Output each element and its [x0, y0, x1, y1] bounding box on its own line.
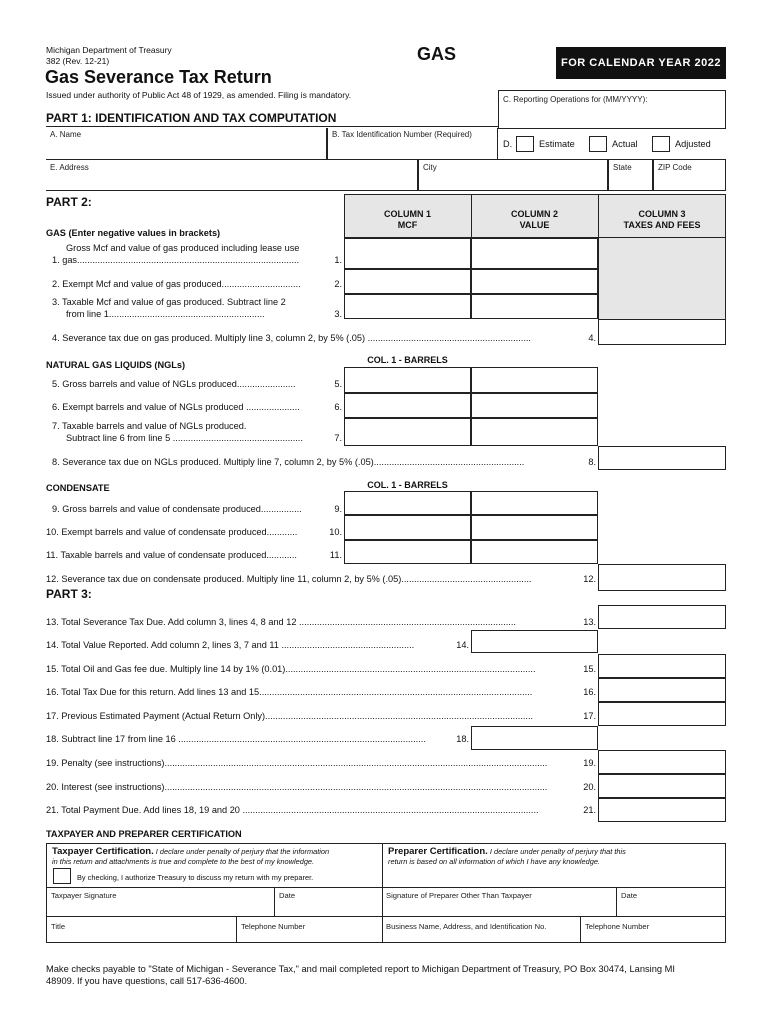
estimate-checkbox[interactable] [516, 136, 534, 152]
line12-text: 12. Severance tax due on condensate produced. Multiply line 11, column 2, by 5% (.05)................................................... [46, 574, 532, 584]
line11-number: 11. [329, 550, 342, 560]
adjusted-checkbox[interactable] [652, 136, 670, 152]
line1-number: 1. [334, 255, 342, 265]
line15-number: 15. [583, 664, 596, 674]
line1-value-input[interactable] [471, 238, 598, 269]
line13-number: 13. [583, 617, 596, 627]
part2-title: PART 2: [46, 195, 92, 209]
preparer-phone-field[interactable] [580, 916, 726, 943]
line7-barrels-input[interactable] [344, 418, 471, 446]
preparer-date-label: Date [621, 891, 638, 900]
taxpayer-phone-field[interactable] [236, 916, 382, 943]
line17-text: 17. Previous Estimated Payment (Actual Return Only)......................................................................................................... [46, 711, 534, 721]
line20-number: 20. [583, 782, 596, 792]
reporting-operations-field[interactable] [498, 90, 726, 129]
estimate-label: Estimate [539, 139, 575, 149]
line20-input[interactable] [598, 774, 726, 798]
state-field[interactable] [608, 159, 653, 191]
line8-number: 8. [588, 457, 596, 467]
name-field[interactable] [46, 128, 327, 160]
actual-label: Actual [612, 139, 638, 149]
certification-heading: TAXPAYER AND PREPARER CERTIFICATION [46, 829, 242, 839]
line20-text: 20. Interest (see instructions)...................................................................................................................................................... [46, 782, 548, 792]
preparer-certification: Preparer Certification. I declare under penalty of perjury that this return is based on all information of which I have any knowledge. [388, 846, 626, 866]
zip-label: ZIP Code [658, 163, 692, 172]
taxpayer-date-field[interactable] [274, 887, 382, 916]
authorize-text: By checking, I authorize Treasury to discuss my return with my preparer. [77, 873, 314, 882]
line10-barrels-input[interactable] [344, 515, 471, 540]
form-type-label: GAS [417, 44, 457, 64]
line3-value-input[interactable] [471, 294, 598, 319]
line19-input[interactable] [598, 750, 726, 774]
line6-value-input[interactable] [471, 393, 598, 418]
business-info-field[interactable] [382, 916, 580, 943]
title-field[interactable] [46, 916, 236, 943]
line1-mcf-input[interactable] [344, 238, 471, 269]
business-info-label: Business Name, Address, and Identification No. [386, 922, 547, 931]
authority-text: Issued under authority of Public Act 48 of 1929, as amended. Filing is mandatory. [46, 90, 352, 100]
zip-field[interactable] [653, 159, 726, 191]
line7-text-a: 7. Taxable barrels and value of NGLs produced. [52, 421, 247, 431]
name-label: A. Name [50, 130, 82, 139]
line5-value-input[interactable] [471, 367, 598, 393]
line2-number: 2. [334, 279, 342, 289]
line15-input[interactable] [598, 654, 726, 678]
preparer-phone-label: Telephone Number [585, 922, 650, 931]
col2-heading: COLUMN 2 VALUE [511, 209, 558, 230]
line21-text: 21. Total Payment Due. Add lines 18, 19 and 20 .................................................................................................................... [46, 805, 539, 815]
line13-text: 13. Total Severance Tax Due. Add column 3, lines 4, 8 and 12 ..................................................................................... [46, 617, 516, 627]
line10-text: 10. Exempt barrels and value of condensate produced............ [46, 527, 298, 537]
line15-text: 15. Total Oil and Gas fee due. Multiply line 14 by 1% (0.01).................................................................................................. [46, 664, 536, 674]
line9-value-input[interactable] [471, 491, 598, 515]
address-label: E. Address [50, 163, 89, 172]
line18-number: 18. [456, 734, 469, 744]
return-type-label: D. [503, 139, 513, 149]
line13-input[interactable] [598, 605, 726, 629]
line19-number: 19. [583, 758, 596, 768]
line8-tax-input[interactable] [598, 446, 726, 470]
line4-text: 4. Severance tax due on gas produced. Multiply line 3, column 2, by 5% (.05) ................................................................ [52, 333, 531, 343]
tin-field[interactable] [327, 128, 498, 160]
calendar-year-banner: FOR CALENDAR YEAR 2022 [556, 47, 726, 79]
line2-mcf-input[interactable] [344, 269, 471, 294]
line17-number: 17. [583, 711, 596, 721]
line11-text: 11. Taxable barrels and value of condensate produced............ [46, 550, 297, 560]
taxpayer-signature-field[interactable] [46, 887, 274, 916]
line21-number: 21. [583, 805, 596, 815]
line14-number: 14. [456, 640, 469, 650]
address-field[interactable] [46, 159, 418, 191]
part1-title: PART 1: IDENTIFICATION AND TAX COMPUTATION [46, 111, 337, 125]
line3-text-a: 3. Taxable Mcf and value of gas produced. Subtract line 2 [52, 297, 286, 307]
col1-heading: COLUMN 1 MCF [384, 209, 431, 230]
ngl-col1-heading: COL. 1 - BARRELS [367, 355, 448, 365]
preparer-date-field[interactable] [616, 887, 726, 916]
line14-text: 14. Total Value Reported. Add column 2, lines 3, 7 and 11 .................................................... [46, 640, 415, 650]
city-field[interactable] [418, 159, 608, 191]
line6-text: 6. Exempt barrels and value of NGLs produced ..................... [52, 402, 300, 412]
line9-number: 9. [334, 504, 342, 514]
line10-number: 10. [329, 527, 342, 537]
taxpayer-signature-label: Taxpayer Signature [51, 891, 117, 900]
line7-number: 7. [334, 433, 342, 443]
line7-text-b: Subtract line 6 from line 5 ................................................... [66, 433, 303, 443]
department-name: Michigan Department of Treasury [46, 45, 172, 55]
line2-text: 2. Exempt Mcf and value of gas produced............................... [52, 279, 301, 289]
reporting-operations-label: C. Reporting Operations for (MM/YYYY): [503, 95, 648, 104]
condensate-heading: CONDENSATE [46, 483, 110, 493]
taxpayer-date-label: Date [279, 891, 296, 900]
line6-barrels-input[interactable] [344, 393, 471, 418]
line21-input[interactable] [598, 798, 726, 822]
condensate-col1-heading: COL. 1 - BARRELS [367, 480, 448, 490]
line8-text: 8. Severance tax due on NGLs produced. Multiply line 7, column 2, by 5% (.05)........................................................... [52, 457, 525, 467]
line19-text: 19. Penalty (see instructions)...................................................................................................................................................... [46, 758, 548, 768]
footer-instructions: Make checks payable to "State of Michigan - Severance Tax," and mail completed report to Michigan Department of Treasury, PO Box 30474, Lansing MI 48909. If you have questions, call 517-636-4600. [46, 964, 675, 986]
line11-barrels-input[interactable] [344, 540, 471, 564]
line18-input[interactable] [471, 726, 598, 750]
line16-text: 16. Total Tax Due for this return. Add lines 13 and 15........................................................................................................... [46, 687, 533, 697]
taxpayer-certification: Taxpayer Certification. I declare under penalty of perjury that the information in this return and attachments is true and complete to the best of my knowledge. [52, 846, 330, 866]
line3-mcf-input[interactable] [344, 294, 471, 319]
line12-tax-input[interactable] [598, 564, 726, 591]
line5-number: 5. [334, 379, 342, 389]
line9-barrels-input[interactable] [344, 491, 471, 515]
line17-input[interactable] [598, 702, 726, 726]
state-label: State [613, 163, 632, 172]
line1-text-a: Gross Mcf and value of gas produced including lease use [66, 243, 300, 253]
adjusted-label: Adjusted [675, 139, 711, 149]
line12-number: 12. [583, 574, 596, 584]
actual-checkbox[interactable] [589, 136, 607, 152]
col3-shaded-gas [598, 238, 726, 319]
ngl-heading: NATURAL GAS LIQUIDS (NGLs) [46, 360, 186, 370]
line9-text: 9. Gross barrels and value of condensate produced................ [52, 504, 302, 514]
line5-barrels-input[interactable] [344, 367, 471, 393]
title-label: Title [51, 922, 66, 931]
line4-number: 4. [588, 333, 596, 343]
col3-heading: COLUMN 3 TAXES AND FEES [623, 209, 701, 230]
line16-number: 16. [583, 687, 596, 697]
line7-value-input[interactable] [471, 418, 598, 446]
line3-number: 3. [334, 309, 342, 319]
line18-text: 18. Subtract line 17 from line 16 ................................................................................................. [46, 734, 426, 744]
preparer-signature-label: Signature of Preparer Other Than Taxpayer [386, 891, 532, 900]
taxpayer-phone-label: Telephone Number [241, 922, 306, 931]
line1-text-b: 1. gas....................................................................................... [52, 255, 300, 265]
part3-title: PART 3: [46, 587, 92, 601]
line14-input[interactable] [471, 630, 598, 653]
line4-tax-input[interactable] [598, 319, 726, 345]
tin-label: B. Tax Identification Number (Required) [332, 130, 472, 139]
line5-text: 5. Gross barrels and value of NGLs produced....................... [52, 379, 296, 389]
authorize-preparer-checkbox[interactable] [53, 868, 71, 884]
line10-value-input[interactable] [471, 515, 598, 540]
line16-input[interactable] [598, 678, 726, 702]
city-label: City [423, 163, 437, 172]
line11-value-input[interactable] [471, 540, 598, 564]
gas-heading: GAS (Enter negative values in brackets) [46, 228, 221, 238]
line3-text-b: from line 1............................................................. [66, 309, 265, 319]
preparer-signature-field[interactable] [382, 887, 616, 916]
form-title: Gas Severance Tax Return [45, 67, 272, 87]
line2-value-input[interactable] [471, 269, 598, 294]
line6-number: 6. [334, 402, 342, 412]
form-revision: 382 (Rev. 12-21) [46, 56, 110, 66]
